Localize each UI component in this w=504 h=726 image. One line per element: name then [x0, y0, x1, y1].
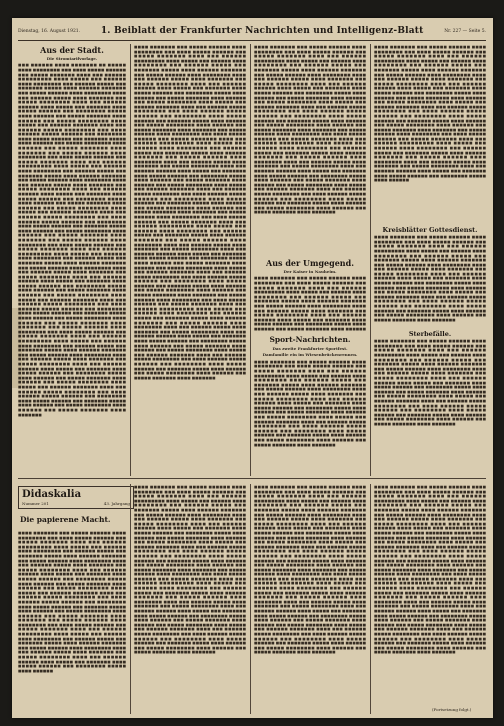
- page-header: [18, 22, 486, 41]
- feuilleton-rule: [18, 478, 486, 479]
- column-3-text-bottom: ■■■■ ■■■■■■■ ■■■ ■■■■■ ■■■■■■ ■■■■ ■■■■■■■■ ■■■ ■■■■ ■■■■■ ■■■■■■ ■■■ ■■■■■ ■■■■■■■ ■■■■ ■■■ ■■■■■■ ■■■■■■■■■ ■■■■ ■■■■■ ■■■ ■■■■■■ ■■■■ ■■■■■■■■ ■■■ ■■■■■■ ■■■■■ ■■■ ■■■■■■■ ■■■■■ ■■■■ ■■■■■■ ■■■■■■■ ■■■ ■■■■■ ■■■■■■ ■■■■ ■■■■■■■■ ■■■■ ■■■ ■■■■■■ ■■■■■ ■■■■ ■■■■■■■ ■■■ ■■■■■ ■■■■■■■■ ■■■■ ■■■ ■■■■■■ ■■■■■■ ■■■■ ■■■■■ ■■■ ■■■■■■■ ■■■■ ■■■■■ ■■■■■■ ■■■ ■■■■■■■■ ■■■■■ ■■■■ ■■■■■■ ■■■ ■■■■■ ■■■■■■■ ■■■■ ■■■■■■ ■■■ ■■■■■ ■■■■■■■■ ■■■■ ■■■■■ ■■■ ■■■■■■ ■■■■■■■ ■■■■ ■■■ ■■■■■■ ■■■■■ ■■■■■■■■ ■■■ ■■■■ ■■■■■■ ■■■■■ ■■■■■■ ■■■ ■■■■■■■■ ■■■■ ■■■■■ ■■■■■■ ■■■ ■■■■■■■ ■■■■■ ■■■■ ■■■■■■ ■■■ ■■■■■ ■■■■■■■■ ■■■■ ■■■■■■ ■■■ ■■■■■ ■■■■■■■ ■■■■ ■■■■■■■: [254, 359, 366, 447]
- column-rule-2: [250, 44, 251, 476]
- column-2-text: ■■■■ ■■■■■■■ ■■■ ■■■■■ ■■■■■■ ■■■■ ■■■■■■■■ ■■■ ■■■■ ■■■■■ ■■■■■■ ■■■ ■■■■■ ■■■■■■■ ■■■■ ■■■ ■■■■■■ ■■■■■■■■■ ■■■■ ■■■■■ ■■■ ■■■■■■ ■■■■ ■■■■■■■■ ■■■ ■■■■■■ ■■■■■ ■■■ ■■■■■■■ ■■■■■ ■■■■ ■■■■■■ ■■■■■■■ ■■■ ■■■■■ ■■■■■■ ■■■■ ■■■■■■■■ ■■■■ ■■■ ■■■■■■ ■■■■■ ■■■■ ■■■■■■■ ■■■ ■■■■■ ■■■■■■■■ ■■■■ ■■■ ■■■■■■ ■■■■■■ ■■■■ ■■■■■ ■■■ ■■■■■■■ ■■■■ ■■■■■ ■■■■■■ ■■■ ■■■■■■■■ ■■■■■ ■■■■ ■■■■■■ ■■■ ■■■■■ ■■■■■■■ ■■■■ ■■■■■■ ■■■ ■■■■■ ■■■■■■■■ ■■■■ ■■■■■ ■■■ ■■■■■■ ■■■■■■■ ■■■■ ■■■ ■■■■■■ ■■■■■ ■■■■■■■■ ■■■ ■■■■ ■■■■■■ ■■■■■ ■■■■■■ ■■■ ■■■■■■■■ ■■■■ ■■■■■ ■■■■■■ ■■■ ■■■■■■■ ■■■■■ ■■■■ ■■■■■■ ■■■ ■■■■■ ■■■■■■■■ ■■■■ ■■■■■■ ■■■ ■■■■■ ■■■■■■■ ■■■■ ■■■■■■■ ■■■ ■■■■■ ■■■■■■ ■■■■ ■■■■■■■■ ■■■ ■■■■ ■■■■■ ■■■■■■ ■■■ ■■■■■ ■■■■■■■ ■■■■ ■■■ ■■■■■■ ■■■■■■■■■ ■■■■ ■■■■■ ■■■ ■■■■■■ ■■■■ ■■■■■■■■ ■■■ ■■■■■■ ■■■■■ ■■■ ■■■■■■■ ■■■■■ ■■■■ ■■■■■■ ■■■■■■■ ■■■ ■■■■■ ■■■■■■ ■■■■ ■■■■■■■■ ■■■■ ■■■ ■■■■■■ ■■■■■ ■■■■ ■■■■■■■ ■■■ ■■■■■ ■■■■■■■■ ■■■■ ■■■ ■■■■■■ ■■■■■■ ■■■■ ■■■■■ ■■■ ■■■■■■■ ■■■■ ■■■■■ ■■■■■■ ■■■ ■■■■■■■■ ■■■■■ ■■■■ ■■■■■■ ■■■ ■■■■■ ■■■■■■■ ■■■■ ■■■■■■ ■■■ ■■■■■ ■■■■■■■■ ■■■■ ■■■■■ ■■■ ■■■■■■ ■■■■■■■ ■■■■ ■■■ ■■■■■■ ■■■■■ ■■■■■■■■ ■■■ ■■■■ ■■■■■■ ■■■■■ ■■■■■■ ■■■ ■■■■■■■■ ■■■■ ■■■■■ ■■■■■■ ■■■ ■■■■■■■ ■■■■■ ■■■■ ■■■■■■ ■■■ ■■■■■ ■■■■■■■■ ■■■■ ■■■■■■ ■■■ ■■■■■ ■■■■■■■ ■■■■ ■■■■■■■ ■■■ ■■■■■ ■■■■■■ ■■■■ ■■■■■■■■ ■■■ ■■■■ ■■■■■ ■■■■■■ ■■■ ■■■■■ ■■■■■■■ ■■■■ ■■■ ■■■■■■ ■■■■■■■■■ ■■■■ ■■■■■ ■■■ ■■■■■■ ■■■■ ■■■■■■■■ ■■■ ■■■■■■ ■■■■■ ■■■ ■■■■■■■ ■■■■■ ■■■■ ■■■■■■ ■■■■■■■ ■■■ ■■■■■ ■■■■■■ ■■■■ ■■■■■■■■ ■■■■ ■■■ ■■■■■■ ■■■■■ ■■■■ ■■■■■■■ ■■■ ■■■■■ ■■■■■■■■ ■■■■ ■■■ ■■■■■■ ■■■■■■ ■■■■ ■■■■■ ■■■ ■■■■■■■ ■■■■ ■■■■■ ■■■■■■ ■■■ ■■■■■■■■ ■■■■■ ■■■■ ■■■■■■ ■■■ ■■■■■ ■■■■■■■ ■■■■ ■■■■■■ ■■■ ■■■■■ ■■■■■■■■ ■■■■ ■■■■■ ■■■ ■■■■■■ ■■■■■■■ ■■■■ ■■■ ■■■■■■ ■■■■■ ■■■■■■■■ ■■■ ■■■■ ■■■■■■ ■■■■■ ■■■■■■ ■■■ ■■■■■■■■ ■■■■ ■■■■■ ■■■■■■ ■■■ ■■■■■■■ ■■■■■ ■■■■ ■■■■■■ ■■■ ■■■■■ ■■■■■■■■ ■■■■ ■■■■■■ ■■■ ■■■■■ ■■■■■■■ ■■■■ ■■■■■■■ ■■■ ■■■■■ ■■■■■■ ■■■■ ■■■■■■■■ ■■■ ■■■■ ■■■■■ ■■■■■■ ■■■ ■■■■■ ■■■■■■■ ■■■■ ■■■ ■■■■■■ ■■■■■■■■■ ■■■■ ■■■■■ ■■■ ■■■■■■ ■■■■ ■■■■■■■■ ■■■ ■■■■■■ ■■■■■ ■■■ ■■■■■■■ ■■■■■ ■■■■ ■■■■■■ ■■■■■■■ ■■■ ■■■■■ ■■■■■■ ■■■■ ■■■■■■■■ ■■■■ ■■■ ■■■■■■ ■■■■■ ■■■■ ■■■■■■■ ■■■ ■■■■■ ■■■■■■■■ ■■■■ ■■■ ■■■■■■ ■■■■■■ ■■■■ ■■■■■ ■■■ ■■■■■■■ ■■■■ ■■■■■ ■■■■■■ ■■■ ■■■■■■■■ ■■■■■ ■■■■ ■■■■■■ ■■■ ■■■■■ ■■■■■■■ ■■■■ ■■■■■■ ■■■ ■■■■■ ■■■■■■■■ ■■■■ ■■■■■ ■■■ ■■■■■■ ■■■■■■■ ■■■■ ■■■ ■■■■■■ ■■■■■ ■■■■■■■■ ■■■ ■■■■ ■■■■■■ ■■■■■ ■■■■■■ ■■■ ■■■■■■■■ ■■■■ ■■■■■ ■■■■■■ ■■■ ■■■■■■■ ■■■■■ ■■■■ ■■■■■■ ■■■ ■■■■■ ■■■■■■■■ ■■■■ ■■■■■■ ■■■ ■■■■■ ■■■■■■■ ■■■■ ■■■■■■■: [134, 45, 246, 380]
- feuilleton-meta: [22, 501, 130, 506]
- column-3: [254, 44, 366, 474]
- feuilleton-title: Didaskalia: [22, 489, 82, 500]
- feuilleton-rule-1: [130, 484, 131, 714]
- column-rule-1: [130, 44, 131, 476]
- masthead: 1. Beiblatt der Frankfurter Nachrichten und Intelligenz-Blatt: [100, 26, 424, 36]
- section-heading-region: Aus der Umgegend.: [266, 258, 354, 268]
- column-3-text-top: ■■■■ ■■■■■■■ ■■■ ■■■■■ ■■■■■■ ■■■■ ■■■■■■■■ ■■■ ■■■■ ■■■■■ ■■■■■■ ■■■ ■■■■■ ■■■■■■■ ■■■■ ■■■ ■■■■■■ ■■■■■■■■■ ■■■■ ■■■■■ ■■■ ■■■■■■ ■■■■ ■■■■■■■■ ■■■ ■■■■■■ ■■■■■ ■■■ ■■■■■■■ ■■■■■ ■■■■ ■■■■■■ ■■■■■■■ ■■■ ■■■■■ ■■■■■■ ■■■■ ■■■■■■■■ ■■■■ ■■■ ■■■■■■ ■■■■■ ■■■■ ■■■■■■■ ■■■ ■■■■■ ■■■■■■■■ ■■■■ ■■■ ■■■■■■ ■■■■■■ ■■■■ ■■■■■ ■■■ ■■■■■■■ ■■■■ ■■■■■ ■■■■■■ ■■■ ■■■■■■■■ ■■■■■ ■■■■ ■■■■■■ ■■■ ■■■■■ ■■■■■■■ ■■■■ ■■■■■■ ■■■ ■■■■■ ■■■■■■■■ ■■■■ ■■■■■ ■■■ ■■■■■■ ■■■■■■■ ■■■■ ■■■ ■■■■■■ ■■■■■ ■■■■■■■■ ■■■ ■■■■ ■■■■■■ ■■■■■ ■■■■■■ ■■■ ■■■■■■■■ ■■■■ ■■■■■ ■■■■■■ ■■■ ■■■■■■■ ■■■■■ ■■■■ ■■■■■■ ■■■ ■■■■■ ■■■■■■■■ ■■■■ ■■■■■■ ■■■ ■■■■■ ■■■■■■■ ■■■■ ■■■■■■■ ■■■ ■■■■■ ■■■■■■ ■■■■ ■■■■■■■■ ■■■ ■■■■ ■■■■■ ■■■■■■ ■■■ ■■■■■ ■■■■■■■ ■■■■ ■■■ ■■■■■■ ■■■■■■■■■ ■■■■ ■■■■■ ■■■ ■■■■■■ ■■■■ ■■■■■■■■ ■■■ ■■■■■■ ■■■■■ ■■■ ■■■■■■■ ■■■■■ ■■■■ ■■■■■■ ■■■■■■■ ■■■ ■■■■■ ■■■■■■ ■■■■ ■■■■■■■■ ■■■■ ■■■ ■■■■■■ ■■■■■ ■■■■ ■■■■■■■ ■■■ ■■■■■ ■■■■■■■■ ■■■■ ■■■ ■■■■■■ ■■■■■■ ■■■■ ■■■■■ ■■■ ■■■■■■■ ■■■■ ■■■■■ ■■■■■■ ■■■ ■■■■■■■■ ■■■■■ ■■■■ ■■■■■■ ■■■ ■■■■■ ■■■■■■■ ■■■■ ■■■■■■ ■■■ ■■■■■ ■■■■■■■■ ■■■■ ■■■■■ ■■■ ■■■■■■ ■■■■■■■ ■■■■ ■■■ ■■■■■■ ■■■■■ ■■■■■■■■ ■■■ ■■■■ ■■■■■■ ■■■■■ ■■■■■■ ■■■ ■■■■■■■■ ■■■■ ■■■■■ ■■■■■■ ■■■ ■■■■■■■ ■■■■■ ■■■■ ■■■■■■ ■■■ ■■■■■ ■■■■■■■■ ■■■■ ■■■■■■ ■■■ ■■■■■ ■■■■■■■ ■■■■ ■■■■■■■: [254, 45, 366, 215]
- feuilleton-text-3: ■■■■ ■■■■■■■ ■■■ ■■■■■ ■■■■■■ ■■■■ ■■■■■■■■ ■■■ ■■■■ ■■■■■ ■■■■■■ ■■■ ■■■■■ ■■■■■■■ ■■■■ ■■■ ■■■■■■ ■■■■■■■■■ ■■■■ ■■■■■ ■■■ ■■■■■■ ■■■■ ■■■■■■■■ ■■■ ■■■■■■ ■■■■■ ■■■ ■■■■■■■ ■■■■■ ■■■■ ■■■■■■ ■■■■■■■ ■■■ ■■■■■ ■■■■■■ ■■■■ ■■■■■■■■ ■■■■ ■■■ ■■■■■■ ■■■■■ ■■■■ ■■■■■■■ ■■■ ■■■■■ ■■■■■■■■ ■■■■ ■■■ ■■■■■■ ■■■■■■ ■■■■ ■■■■■ ■■■ ■■■■■■■ ■■■■ ■■■■■ ■■■■■■ ■■■ ■■■■■■■■ ■■■■■ ■■■■ ■■■■■■ ■■■ ■■■■■ ■■■■■■■ ■■■■ ■■■■■■ ■■■ ■■■■■ ■■■■■■■■ ■■■■ ■■■■■ ■■■ ■■■■■■ ■■■■■■■ ■■■■ ■■■ ■■■■■■ ■■■■■ ■■■■■■■■ ■■■ ■■■■ ■■■■■■ ■■■■■ ■■■■■■ ■■■ ■■■■■■■■ ■■■■ ■■■■■ ■■■■■■ ■■■ ■■■■■■■ ■■■■■ ■■■■ ■■■■■■ ■■■ ■■■■■ ■■■■■■■■ ■■■■ ■■■■■■ ■■■ ■■■■■ ■■■■■■■ ■■■■ ■■■■■■■ ■■■ ■■■■■ ■■■■■■ ■■■■ ■■■■■■■■ ■■■ ■■■■ ■■■■■ ■■■■■■ ■■■ ■■■■■ ■■■■■■■ ■■■■ ■■■ ■■■■■■ ■■■■■■■■■ ■■■■ ■■■■■ ■■■ ■■■■■■ ■■■■ ■■■■■■■■ ■■■ ■■■■■■ ■■■■■ ■■■ ■■■■■■■ ■■■■■ ■■■■ ■■■■■■ ■■■■■■■ ■■■ ■■■■■ ■■■■■■ ■■■■ ■■■■■■■■ ■■■■ ■■■ ■■■■■■ ■■■■■ ■■■■ ■■■■■■■ ■■■ ■■■■■ ■■■■■■■■ ■■■■ ■■■ ■■■■■■ ■■■■■■ ■■■■ ■■■■■ ■■■ ■■■■■■■ ■■■■ ■■■■■ ■■■■■■ ■■■ ■■■■■■■■ ■■■■■ ■■■■ ■■■■■■ ■■■ ■■■■■ ■■■■■■■ ■■■■ ■■■■■■ ■■■ ■■■■■ ■■■■■■■■ ■■■■ ■■■■■ ■■■ ■■■■■■ ■■■■■■■ ■■■■ ■■■ ■■■■■■ ■■■■■ ■■■■■■■■ ■■■ ■■■■ ■■■■■■ ■■■■■ ■■■■■■ ■■■ ■■■■■■■■ ■■■■ ■■■■■ ■■■■■■ ■■■ ■■■■■■■ ■■■■■ ■■■■ ■■■■■■ ■■■ ■■■■■ ■■■■■■■■ ■■■■ ■■■■■■ ■■■ ■■■■■ ■■■■■■■ ■■■■ ■■■■■■■: [254, 485, 366, 655]
- feuilleton-column-1: [18, 530, 126, 714]
- column-4: [374, 44, 486, 474]
- feuilleton-column-2: [134, 484, 246, 714]
- article-subtitle-rennen: Damfamilie ein im Wiesenbrückenrennen.: [262, 352, 358, 358]
- column-1: [18, 44, 126, 474]
- column-4-text-top: ■■■■ ■■■■■■■ ■■■ ■■■■■ ■■■■■■ ■■■■ ■■■■■■■■ ■■■ ■■■■ ■■■■■ ■■■■■■ ■■■ ■■■■■ ■■■■■■■ ■■■■ ■■■ ■■■■■■ ■■■■■■■■■ ■■■■ ■■■■■ ■■■ ■■■■■■ ■■■■ ■■■■■■■■ ■■■ ■■■■■■ ■■■■■ ■■■ ■■■■■■■ ■■■■■ ■■■■ ■■■■■■ ■■■■■■■ ■■■ ■■■■■ ■■■■■■ ■■■■ ■■■■■■■■ ■■■■ ■■■ ■■■■■■ ■■■■■ ■■■■ ■■■■■■■ ■■■ ■■■■■ ■■■■■■■■ ■■■■ ■■■ ■■■■■■ ■■■■■■ ■■■■ ■■■■■ ■■■ ■■■■■■■ ■■■■ ■■■■■ ■■■■■■ ■■■ ■■■■■■■■ ■■■■■ ■■■■ ■■■■■■ ■■■ ■■■■■ ■■■■■■■ ■■■■ ■■■■■■ ■■■ ■■■■■ ■■■■■■■■ ■■■■ ■■■■■ ■■■ ■■■■■■ ■■■■■■■ ■■■■ ■■■ ■■■■■■ ■■■■■ ■■■■■■■■ ■■■ ■■■■ ■■■■■■ ■■■■■ ■■■■■■ ■■■ ■■■■■■■■ ■■■■ ■■■■■ ■■■■■■ ■■■ ■■■■■■■ ■■■■■ ■■■■ ■■■■■■ ■■■ ■■■■■ ■■■■■■■■ ■■■■ ■■■■■■ ■■■ ■■■■■ ■■■■■■■ ■■■■ ■■■■■■■ ■■■ ■■■■■ ■■■■■■ ■■■■ ■■■■■■■■ ■■■ ■■■■ ■■■■■ ■■■■■■ ■■■ ■■■■■ ■■■■■■■ ■■■■ ■■■ ■■■■■■ ■■■■■■■■■ ■■■■ ■■■■■ ■■■ ■■■■■■ ■■■■ ■■■■■■■■ ■■■ ■■■■■■ ■■■■■ ■■■ ■■■■■■■ ■■■■■ ■■■■ ■■■■■■ ■■■■■■■ ■■■ ■■■■■ ■■■■■■ ■■■■ ■■■■■■■■ ■■■■ ■■■ ■■■■■■ ■■■■■ ■■■■ ■■■■■■■ ■■■ ■■■■■ ■■■■■■■■ ■■■■ ■■■ ■■■■■■ ■■■■■■ ■■■■ ■■■■■ ■■■ ■■■■■■■ ■■■■ ■■■■■ ■■■■■■ ■■■ ■■■■■■■■ ■■■■■ ■■■■ ■■■■■■: [374, 45, 486, 183]
- feuilleton-rule-2: [250, 484, 251, 714]
- feuilleton-text-1: ■■■■ ■■■■■■■ ■■■ ■■■■■ ■■■■■■ ■■■■ ■■■■■■■■ ■■■ ■■■■ ■■■■■ ■■■■■■ ■■■ ■■■■■ ■■■■■■■ ■■■■ ■■■ ■■■■■■ ■■■■■■■■■ ■■■■ ■■■■■ ■■■ ■■■■■■ ■■■■ ■■■■■■■■ ■■■ ■■■■■■ ■■■■■ ■■■ ■■■■■■■ ■■■■■ ■■■■ ■■■■■■ ■■■■■■■ ■■■ ■■■■■ ■■■■■■ ■■■■ ■■■■■■■■ ■■■■ ■■■ ■■■■■■ ■■■■■ ■■■■ ■■■■■■■ ■■■ ■■■■■ ■■■■■■■■ ■■■■ ■■■ ■■■■■■ ■■■■■■ ■■■■ ■■■■■ ■■■ ■■■■■■■ ■■■■ ■■■■■ ■■■■■■ ■■■ ■■■■■■■■ ■■■■■ ■■■■ ■■■■■■ ■■■ ■■■■■ ■■■■■■■ ■■■■ ■■■■■■ ■■■ ■■■■■ ■■■■■■■■ ■■■■ ■■■■■ ■■■ ■■■■■■ ■■■■■■■ ■■■■ ■■■ ■■■■■■ ■■■■■ ■■■■■■■■ ■■■ ■■■■ ■■■■■■ ■■■■■ ■■■■■■ ■■■ ■■■■■■■■ ■■■■ ■■■■■ ■■■■■■ ■■■ ■■■■■■■ ■■■■■ ■■■■ ■■■■■■ ■■■ ■■■■■ ■■■■■■■■ ■■■■ ■■■■■■ ■■■ ■■■■■ ■■■■■■■ ■■■■ ■■■■■■■ ■■■ ■■■■■ ■■■■■■ ■■■■ ■■■■■■■■ ■■■ ■■■■ ■■■■■ ■■■■■■ ■■■ ■■■■■ ■■■■■■■ ■■■■ ■■■ ■■■■■■ ■■■■■■■■■ ■■■■ ■■■■■ ■■■ ■■■■■■ ■■■■ ■■■■■■■■ ■■■ ■■■■■■ ■■■■■ ■■■ ■■■■■■■ ■■■■■ ■■■■ ■■■■■■ ■■■■■■■ ■■■ ■■■■■ ■■■■■■ ■■■■ ■■■■■■■■ ■■■■ ■■■ ■■■■■■ ■■■■■ ■■■■ ■■■■■■■ ■■■ ■■■■■ ■■■■■■■■ ■■■■ ■■■ ■■■■■■ ■■■■■■ ■■■■ ■■■■■ ■■■ ■■■■■■■ ■■■■ ■■■■■ ■■■■■■ ■■■ ■■■■■■■■ ■■■■■ ■■■■ ■■■■■■: [18, 531, 126, 673]
- feuilleton-header: [18, 486, 134, 509]
- column-4-text-bottom: ■■■■ ■■■■■■■ ■■■ ■■■■■ ■■■■■■ ■■■■ ■■■■■■■■ ■■■ ■■■■ ■■■■■ ■■■■■■ ■■■ ■■■■■ ■■■■■■■ ■■■■ ■■■ ■■■■■■ ■■■■■■■■■ ■■■■ ■■■■■ ■■■ ■■■■■■ ■■■■ ■■■■■■■■ ■■■ ■■■■■■ ■■■■■ ■■■ ■■■■■■■ ■■■■■ ■■■■ ■■■■■■ ■■■■■■■ ■■■ ■■■■■ ■■■■■■ ■■■■ ■■■■■■■■ ■■■■ ■■■ ■■■■■■ ■■■■■ ■■■■ ■■■■■■■ ■■■ ■■■■■ ■■■■■■■■ ■■■■ ■■■ ■■■■■■ ■■■■■■ ■■■■ ■■■■■ ■■■ ■■■■■■■ ■■■■ ■■■■■ ■■■■■■ ■■■ ■■■■■■■■ ■■■■■ ■■■■ ■■■■■■ ■■■ ■■■■■ ■■■■■■■ ■■■■ ■■■■■■ ■■■ ■■■■■ ■■■■■■■■ ■■■■ ■■■■■ ■■■ ■■■■■■ ■■■■■■■ ■■■■ ■■■ ■■■■■■ ■■■■■ ■■■■■■■■ ■■■ ■■■■ ■■■■■■ ■■■■■ ■■■■■■ ■■■ ■■■■■■■■ ■■■■ ■■■■■ ■■■■■■ ■■■ ■■■■■■■ ■■■■■ ■■■■ ■■■■■■ ■■■ ■■■■■ ■■■■■■■■ ■■■■ ■■■■■■ ■■■ ■■■■■ ■■■■■■■ ■■■■ ■■■■■■■: [374, 339, 486, 426]
- feuilleton-column-3: [254, 484, 366, 714]
- section-heading-sport: Sport-Nachrichten.: [269, 335, 351, 345]
- header-date: Dienstag, 16. August 1921.: [18, 28, 81, 34]
- article-title-kaiser: Der Kaiser in Nauheim.: [283, 268, 337, 274]
- column-2: [134, 44, 246, 474]
- continuation-note: (Fortsetzung folgt.): [432, 707, 472, 712]
- column-4-text-mid: ■■■■ ■■■■■■■ ■■■ ■■■■■ ■■■■■■ ■■■■ ■■■■■■■■ ■■■ ■■■■ ■■■■■ ■■■■■■ ■■■ ■■■■■ ■■■■■■■ ■■■■ ■■■ ■■■■■■ ■■■■■■■■■ ■■■■ ■■■■■ ■■■ ■■■■■■ ■■■■ ■■■■■■■■ ■■■ ■■■■■■ ■■■■■ ■■■ ■■■■■■■ ■■■■■ ■■■■ ■■■■■■ ■■■■■■■ ■■■ ■■■■■ ■■■■■■ ■■■■ ■■■■■■■■ ■■■■ ■■■ ■■■■■■ ■■■■■ ■■■■ ■■■■■■■ ■■■ ■■■■■ ■■■■■■■■ ■■■■ ■■■ ■■■■■■ ■■■■■■ ■■■■ ■■■■■ ■■■ ■■■■■■■ ■■■■ ■■■■■ ■■■■■■ ■■■ ■■■■■■■■ ■■■■■ ■■■■ ■■■■■■ ■■■ ■■■■■ ■■■■■■■ ■■■■ ■■■■■■ ■■■ ■■■■■ ■■■■■■■■ ■■■■ ■■■■■ ■■■ ■■■■■■ ■■■■■■■ ■■■■ ■■■ ■■■■■■ ■■■■■ ■■■■■■■■ ■■■ ■■■■ ■■■■■■ ■■■■■ ■■■■■■ ■■■ ■■■■■■■■ ■■■■ ■■■■■ ■■■■■■ ■■■ ■■■■■■■ ■■■■■ ■■■■ ■■■■■■ ■■■ ■■■■■ ■■■■■■■■ ■■■■ ■■■■■■ ■■■ ■■■■■ ■■■■■■■ ■■■■ ■■■■■■■: [374, 235, 486, 322]
- feuilleton-year: 43. Jahrgang: [103, 501, 130, 506]
- section-heading-gottesdienst: Kreisblätter Gottesdienst.: [382, 226, 478, 234]
- feuilleton-number: Nummer 201: [22, 501, 49, 506]
- article-title-stromtarif: Die Stromtarifvorlage.: [46, 55, 98, 61]
- column-3-text-mid: ■■■■ ■■■■■■■ ■■■ ■■■■■ ■■■■■■ ■■■■ ■■■■■■■■ ■■■ ■■■■ ■■■■■ ■■■■■■ ■■■ ■■■■■ ■■■■■■■ ■■■■ ■■■ ■■■■■■ ■■■■■■■■■ ■■■■ ■■■■■ ■■■ ■■■■■■ ■■■■ ■■■■■■■■ ■■■ ■■■■■■ ■■■■■ ■■■ ■■■■■■■ ■■■■■ ■■■■ ■■■■■■ ■■■■■■■ ■■■ ■■■■■ ■■■■■■ ■■■■ ■■■■■■■■ ■■■■ ■■■ ■■■■■■ ■■■■■ ■■■■ ■■■■■■■ ■■■ ■■■■■ ■■■■■■■■ ■■■■ ■■■ ■■■■■■ ■■■■■■ ■■■■ ■■■■■ ■■■ ■■■■■■■ ■■■■ ■■■■■ ■■■■■■ ■■■ ■■■■■■■■ ■■■■■ ■■■■ ■■■■■■ ■■■ ■■■■■ ■■■■■■■ ■■■■ ■■■■■■: [254, 276, 366, 331]
- feuilleton-rule-3: [370, 484, 371, 714]
- column-1-text: ■■■ ■■■■■■ ■■■■ ■■■■■■■ ■■ ■■■■■ ■■■■ ■■■■■■■■ ■■■ ■■■■ ■■■■■ ■■■■■■ ■■■ ■■■■■ ■■■■■■■ ■■■■ ■■■ ■■■■■■ ■■■■■■■■■ ■■■■ ■■■■■ ■■■ ■■■■■■ ■■■■ ■■■■■■■■ ■■■ ■■■■■■ ■■■■■ ■■■ ■■■■■■■ ■■■■■ ■■■■ ■■■■■■ ■■■■■■■ ■■■ ■■■■■ ■■■■■■ ■■■■ ■■■■■■■■ ■■■■ ■■■ ■■■■■■ ■■■■■ ■■■■ ■■■■■■■ ■■■ ■■■■■ ■■■■■■■■ ■■■■ ■■■ ■■■■■■ ■■■■■■ ■■■■ ■■■■■ ■■■ ■■■■■■■ ■■■■ ■■■■■ ■■■■■■ ■■■ ■■■■■■■■ ■■■■■ ■■■■ ■■■■■■ ■■■ ■■■■■ ■■■■■■■ ■■■■ ■■■■■■ ■■■ ■■■■■ ■■■■■■■■ ■■■■ ■■■■■ ■■■ ■■■■■■ ■■■■■■■ ■■■■ ■■■ ■■■■■■ ■■■■■ ■■■■■■■■ ■■■ ■■■■ ■■■■■■ ■■■■■ ■■■■■■ ■■■ ■■■■■■■■ ■■■■ ■■■■■ ■■■■■■ ■■■ ■■■■■■■ ■■■■■ ■■■■ ■■■■■■ ■■■ ■■■■■ ■■■■■■■■ ■■■■ ■■■■■■ ■■■ ■■■■■ ■■■■■■■ ■■■■ ■■■■■■■ ■■■ ■■■■■ ■■■■■■ ■■■■ ■■■■■■■■ ■■■ ■■■■ ■■■■■ ■■■■■■ ■■■ ■■■■■ ■■■■■■■ ■■■■ ■■■ ■■■■■■ ■■■■■■■■■ ■■■■ ■■■■■ ■■■ ■■■■■■ ■■■■ ■■■■■■■■ ■■■ ■■■■■■ ■■■■■ ■■■ ■■■■■■■ ■■■■■ ■■■■ ■■■■■■ ■■■■■■■ ■■■ ■■■■■ ■■■■■■ ■■■■ ■■■■■■■■ ■■■■ ■■■ ■■■■■■ ■■■■■ ■■■■ ■■■■■■■ ■■■ ■■■■■ ■■■■■■■■ ■■■■ ■■■ ■■■■■■ ■■■■■■ ■■■■ ■■■■■ ■■■ ■■■■■■■ ■■■■ ■■■■■ ■■■■■■ ■■■ ■■■■■■■■ ■■■■■ ■■■■ ■■■■■■ ■■■ ■■■■■ ■■■■■■■ ■■■■ ■■■■■■ ■■■ ■■■■■ ■■■■■■■■ ■■■■ ■■■■■ ■■■ ■■■■■■ ■■■■■■■ ■■■■ ■■■ ■■■■■■ ■■■■■ ■■■■■■■■ ■■■ ■■■■ ■■■■■■ ■■■■■ ■■■■■■ ■■■ ■■■■■■■■ ■■■■ ■■■■■ ■■■■■■ ■■■ ■■■■■■■ ■■■■■ ■■■■ ■■■■■■ ■■■ ■■■■■ ■■■■■■■■ ■■■■ ■■■■■■ ■■■ ■■■■■ ■■■■■■■ ■■■■ ■■■■■■■ ■■■ ■■■■■ ■■■■■■ ■■■■ ■■■■■■■■ ■■■ ■■■■ ■■■■■ ■■■■■■ ■■■ ■■■■■ ■■■■■■■ ■■■■ ■■■ ■■■■■■ ■■■■■■■■■ ■■■■ ■■■■■ ■■■ ■■■■■■ ■■■■ ■■■■■■■■ ■■■ ■■■■■■ ■■■■■ ■■■ ■■■■■■■ ■■■■■ ■■■■ ■■■■■■ ■■■■■■■ ■■■ ■■■■■ ■■■■■■ ■■■■ ■■■■■■■■ ■■■■ ■■■ ■■■■■■ ■■■■■ ■■■■ ■■■■■■■ ■■■ ■■■■■ ■■■■■■■■ ■■■■ ■■■ ■■■■■■ ■■■■■■ ■■■■ ■■■■■ ■■■ ■■■■■■■ ■■■■ ■■■■■ ■■■■■■ ■■■ ■■■■■■■■ ■■■■■ ■■■■ ■■■■■■ ■■■ ■■■■■ ■■■■■■■ ■■■■ ■■■■■■ ■■■ ■■■■■ ■■■■■■■■ ■■■■ ■■■■■ ■■■ ■■■■■■ ■■■■■■■ ■■■■ ■■■ ■■■■■■ ■■■■■ ■■■■■■■■ ■■■ ■■■■ ■■■■■■ ■■■■■ ■■■■■■ ■■■ ■■■■■■■■ ■■■■ ■■■■■ ■■■■■■ ■■■ ■■■■■■■ ■■■■■ ■■■■ ■■■■■■ ■■■ ■■■■■ ■■■■■■■■ ■■■■ ■■■■■■ ■■■ ■■■■■ ■■■■■■■ ■■■■ ■■■■■■■ ■■■ ■■■■■ ■■■■■■ ■■■■ ■■■■■■■■ ■■■ ■■■■ ■■■■■ ■■■■■■ ■■■ ■■■■■ ■■■■■■■ ■■■■ ■■■ ■■■■■■ ■■■■■■■■■ ■■■■ ■■■■■ ■■■ ■■■■■■ ■■■■ ■■■■■■■■ ■■■ ■■■■■■ ■■■■■ ■■■ ■■■■■■■ ■■■■■ ■■■■ ■■■■■■ ■■■■■■■ ■■■ ■■■■■ ■■■■■■ ■■■■ ■■■■■■■■ ■■■■ ■■■ ■■■■■■ ■■■■■ ■■■■ ■■■■■■■ ■■■ ■■■■■ ■■■■■■■■ ■■■■ ■■■ ■■■■■■ ■■■■■■ ■■■■ ■■■■■ ■■■ ■■■■■■■ ■■■■ ■■■■■ ■■■■■■ ■■■ ■■■■■■■■ ■■■■■ ■■■■ ■■■■■■ ■■■ ■■■■■ ■■■■■■■ ■■■■ ■■■■■■ ■■■ ■■■■■ ■■■■■■■■ ■■■■ ■■■■■ ■■■ ■■■■■■ ■■■■■■■ ■■■■ ■■■ ■■■■■■ ■■■■■ ■■■■■■■■ ■■■ ■■■■ ■■■■■■ ■■■■■ ■■■■■■ ■■■ ■■■■■■■■ ■■■■ ■■■■■ ■■■■■■ ■■■ ■■■■■■■ ■■■■■ ■■■■ ■■■■■■ ■■■ ■■■■■ ■■■■■■■■ ■■■■ ■■■■■■ ■■■ ■■■■■ ■■■■■■■ ■■■■ ■■■■■■■: [18, 63, 126, 417]
- feuilleton-text-2: ■■■■ ■■■■■■■ ■■■ ■■■■■ ■■■■■■ ■■■■ ■■■■■■■■ ■■■ ■■■■ ■■■■■ ■■■■■■ ■■■ ■■■■■ ■■■■■■■ ■■■■ ■■■ ■■■■■■ ■■■■■■■■■ ■■■■ ■■■■■ ■■■ ■■■■■■ ■■■■ ■■■■■■■■ ■■■ ■■■■■■ ■■■■■ ■■■ ■■■■■■■ ■■■■■ ■■■■ ■■■■■■ ■■■■■■■ ■■■ ■■■■■ ■■■■■■ ■■■■ ■■■■■■■■ ■■■■ ■■■ ■■■■■■ ■■■■■ ■■■■ ■■■■■■■ ■■■ ■■■■■ ■■■■■■■■ ■■■■ ■■■ ■■■■■■ ■■■■■■ ■■■■ ■■■■■ ■■■ ■■■■■■■ ■■■■ ■■■■■ ■■■■■■ ■■■ ■■■■■■■■ ■■■■■ ■■■■ ■■■■■■ ■■■ ■■■■■ ■■■■■■■ ■■■■ ■■■■■■ ■■■ ■■■■■ ■■■■■■■■ ■■■■ ■■■■■ ■■■ ■■■■■■ ■■■■■■■ ■■■■ ■■■ ■■■■■■ ■■■■■ ■■■■■■■■ ■■■ ■■■■ ■■■■■■ ■■■■■ ■■■■■■ ■■■ ■■■■■■■■ ■■■■ ■■■■■ ■■■■■■ ■■■ ■■■■■■■ ■■■■■ ■■■■ ■■■■■■ ■■■ ■■■■■ ■■■■■■■■ ■■■■ ■■■■■■ ■■■ ■■■■■ ■■■■■■■ ■■■■ ■■■■■■■ ■■■ ■■■■■ ■■■■■■ ■■■■ ■■■■■■■■ ■■■ ■■■■ ■■■■■ ■■■■■■ ■■■ ■■■■■ ■■■■■■■ ■■■■ ■■■ ■■■■■■ ■■■■■■■■■ ■■■■ ■■■■■ ■■■ ■■■■■■ ■■■■ ■■■■■■■■ ■■■ ■■■■■■ ■■■■■ ■■■ ■■■■■■■ ■■■■■ ■■■■ ■■■■■■ ■■■■■■■ ■■■ ■■■■■ ■■■■■■ ■■■■ ■■■■■■■■ ■■■■ ■■■ ■■■■■■ ■■■■■ ■■■■ ■■■■■■■ ■■■ ■■■■■ ■■■■■■■■ ■■■■ ■■■ ■■■■■■ ■■■■■■ ■■■■ ■■■■■ ■■■ ■■■■■■■ ■■■■ ■■■■■ ■■■■■■ ■■■ ■■■■■■■■ ■■■■■ ■■■■ ■■■■■■ ■■■ ■■■■■ ■■■■■■■ ■■■■ ■■■■■■ ■■■ ■■■■■ ■■■■■■■■ ■■■■ ■■■■■ ■■■ ■■■■■■ ■■■■■■■ ■■■■ ■■■ ■■■■■■ ■■■■■ ■■■■■■■■ ■■■ ■■■■ ■■■■■■ ■■■■■ ■■■■■■ ■■■ ■■■■■■■■ ■■■■ ■■■■■ ■■■■■■ ■■■ ■■■■■■■ ■■■■■ ■■■■ ■■■■■■ ■■■ ■■■■■ ■■■■■■■■ ■■■■ ■■■■■■ ■■■ ■■■■■ ■■■■■■■ ■■■■ ■■■■■■■: [134, 485, 246, 655]
- section-heading-sterbefaelle: Sterbefälle.: [408, 330, 452, 339]
- section-heading-city: Aus der Stadt.: [40, 45, 104, 55]
- feuilleton-column-4: [374, 484, 486, 706]
- feuilleton-text-4: ■■■■ ■■■■■■■ ■■■ ■■■■■ ■■■■■■ ■■■■ ■■■■■■■■ ■■■ ■■■■ ■■■■■ ■■■■■■ ■■■ ■■■■■ ■■■■■■■ ■■■■ ■■■ ■■■■■■ ■■■■■■■■■ ■■■■ ■■■■■ ■■■ ■■■■■■ ■■■■ ■■■■■■■■ ■■■ ■■■■■■ ■■■■■ ■■■ ■■■■■■■ ■■■■■ ■■■■ ■■■■■■ ■■■■■■■ ■■■ ■■■■■ ■■■■■■ ■■■■ ■■■■■■■■ ■■■■ ■■■ ■■■■■■ ■■■■■ ■■■■ ■■■■■■■ ■■■ ■■■■■ ■■■■■■■■ ■■■■ ■■■ ■■■■■■ ■■■■■■ ■■■■ ■■■■■ ■■■ ■■■■■■■ ■■■■ ■■■■■ ■■■■■■ ■■■ ■■■■■■■■ ■■■■■ ■■■■ ■■■■■■ ■■■ ■■■■■ ■■■■■■■ ■■■■ ■■■■■■ ■■■ ■■■■■ ■■■■■■■■ ■■■■ ■■■■■ ■■■ ■■■■■■ ■■■■■■■ ■■■■ ■■■ ■■■■■■ ■■■■■ ■■■■■■■■ ■■■ ■■■■ ■■■■■■ ■■■■■ ■■■■■■ ■■■ ■■■■■■■■ ■■■■ ■■■■■ ■■■■■■ ■■■ ■■■■■■■ ■■■■■ ■■■■ ■■■■■■ ■■■ ■■■■■ ■■■■■■■■ ■■■■ ■■■■■■ ■■■ ■■■■■ ■■■■■■■ ■■■■ ■■■■■■■ ■■■ ■■■■■ ■■■■■■ ■■■■ ■■■■■■■■ ■■■ ■■■■ ■■■■■ ■■■■■■ ■■■ ■■■■■ ■■■■■■■ ■■■■ ■■■ ■■■■■■ ■■■■■■■■■ ■■■■ ■■■■■ ■■■ ■■■■■■ ■■■■ ■■■■■■■■ ■■■ ■■■■■■ ■■■■■ ■■■ ■■■■■■■ ■■■■■ ■■■■ ■■■■■■ ■■■■■■■ ■■■ ■■■■■ ■■■■■■ ■■■■ ■■■■■■■■ ■■■■ ■■■ ■■■■■■ ■■■■■ ■■■■ ■■■■■■■ ■■■ ■■■■■ ■■■■■■■■ ■■■■ ■■■ ■■■■■■ ■■■■■■ ■■■■ ■■■■■ ■■■ ■■■■■■■ ■■■■ ■■■■■ ■■■■■■ ■■■ ■■■■■■■■ ■■■■■ ■■■■ ■■■■■■ ■■■ ■■■■■ ■■■■■■■ ■■■■ ■■■■■■ ■■■ ■■■■■ ■■■■■■■■ ■■■■ ■■■■■ ■■■ ■■■■■■ ■■■■■■■ ■■■■ ■■■ ■■■■■■ ■■■■■ ■■■■■■■■ ■■■ ■■■■ ■■■■■■ ■■■■■ ■■■■■■ ■■■ ■■■■■■■■ ■■■■ ■■■■■ ■■■■■■ ■■■ ■■■■■■■ ■■■■■ ■■■■ ■■■■■■ ■■■ ■■■■■ ■■■■■■■■ ■■■■ ■■■■■■ ■■■ ■■■■■ ■■■■■■■ ■■■■ ■■■■■■■: [374, 485, 486, 655]
- article-title-sportfest: Das zweite Frankfurter Sportfest.: [272, 345, 348, 351]
- newspaper-page: [12, 18, 493, 718]
- story-title: Die papierene Macht.: [20, 515, 111, 524]
- header-page-number: Nr. 227 — Seite 5.: [444, 28, 486, 34]
- column-rule-3: [370, 44, 371, 476]
